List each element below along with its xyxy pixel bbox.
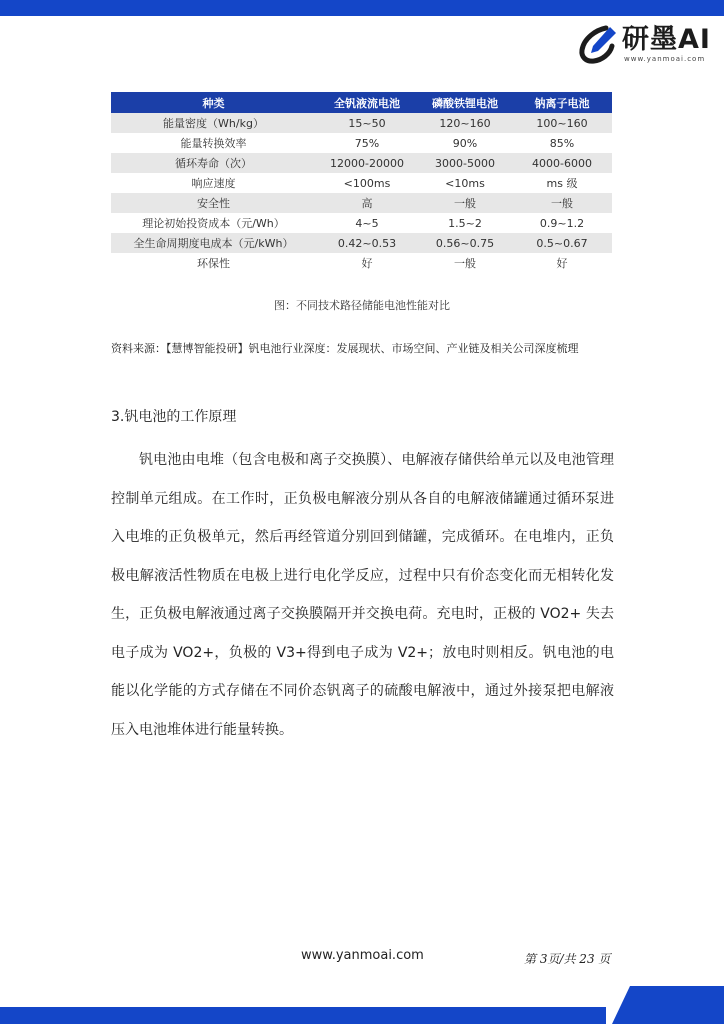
table-row bbox=[111, 153, 612, 173]
table-cell: 0.42~0.53 bbox=[316, 233, 418, 253]
table-cell: 1.5~2 bbox=[418, 213, 512, 233]
table-cell: 0.5~0.67 bbox=[512, 233, 612, 253]
table-header-cell: 种类 bbox=[111, 92, 316, 113]
body-paragraph: 钒电池由电堆（包含电极和离子交换膜）、电解液存储供给单元以及电池管理控制单元组成。在工作时，正负极电解液分别从各自的电解液储罐通过循环泵进入电堆的正负极单元，然后再经管道分别回到储罐，完成循环。在电堆内，正负极电解液活性物质在电极上进行电化学反应，过程中只有价态变化而无相转化发生，正负极电解液通过离子交换膜隔开并交换电荷。充电时，正极的 VO2+ 失去电子成为 VO2+，负极的 V3+得到电子成为 V2+；放电时则相反。钒电池的电能以化学能的方式存储在不同价态钒离子的硫酸电解液中，通过外接泵把电解液压入电池堆体进行能量转换。 bbox=[111, 452, 614, 738]
table-cell: 3000-5000 bbox=[418, 153, 512, 173]
table-cell: 90% bbox=[418, 133, 512, 153]
table-row bbox=[111, 133, 612, 153]
table-cell: 0.9~1.2 bbox=[512, 213, 612, 233]
table-cell: 4000-6000 bbox=[512, 153, 612, 173]
table-cell: ms 级 bbox=[512, 173, 612, 193]
table-row bbox=[111, 173, 612, 193]
table-header-cell: 全钒液流电池 bbox=[316, 92, 418, 113]
section-heading: 3.钒电池的工作原理 bbox=[111, 409, 237, 425]
table-cell: 12000-20000 bbox=[316, 153, 418, 173]
bottom-accent-bar bbox=[0, 1007, 606, 1024]
table-cell: 全生命周期度电成本（元/kWh） bbox=[111, 233, 316, 253]
table-cell: 循环寿命（次） bbox=[111, 153, 316, 173]
page-number: 第 3页/共 23 页 bbox=[524, 952, 611, 966]
footer-url-link[interactable]: www.yanmoai.com bbox=[301, 948, 424, 963]
brand-logo[interactable] bbox=[576, 24, 712, 68]
table-cell: 安全性 bbox=[111, 193, 316, 213]
battery-comparison-table bbox=[111, 92, 612, 273]
table-cell: 120~160 bbox=[418, 113, 512, 133]
table-cell: 响应速度 bbox=[111, 173, 316, 193]
table-row bbox=[111, 233, 612, 253]
table-cell: 75% bbox=[316, 133, 418, 153]
table-cell: 一般 bbox=[512, 193, 612, 213]
table-cell: 理论初始投资成本（元/Wh） bbox=[111, 213, 316, 233]
table-cell: 能量密度（Wh/kg） bbox=[111, 113, 316, 133]
table-header-row bbox=[111, 92, 612, 113]
table-row bbox=[111, 213, 612, 233]
table-cell: 0.56~0.75 bbox=[418, 233, 512, 253]
table-cell: 15~50 bbox=[316, 113, 418, 133]
table-cell: 85% bbox=[512, 133, 612, 153]
table-cell: 好 bbox=[316, 253, 418, 273]
table-row bbox=[111, 113, 612, 133]
table-cell: 能量转换效率 bbox=[111, 133, 316, 153]
table-cell: <100ms bbox=[316, 173, 418, 193]
table-cell: 4~5 bbox=[316, 213, 418, 233]
top-accent-bar bbox=[0, 0, 724, 16]
table-cell: 一般 bbox=[418, 193, 512, 213]
table-caption: 图：不同技术路径储能电池性能对比 bbox=[274, 299, 450, 312]
table-cell: 高 bbox=[316, 193, 418, 213]
table-row bbox=[111, 253, 612, 273]
source-note: 资料来源：【慧博智能投研】钒电池行业深度：发展现状、市场空间、产业链及相关公司深度梳理 bbox=[111, 342, 579, 355]
table-cell: <10ms bbox=[418, 173, 512, 193]
pen-logo-icon bbox=[576, 24, 618, 66]
table-header-cell: 磷酸铁锂电池 bbox=[418, 92, 512, 113]
table-cell: 一般 bbox=[418, 253, 512, 273]
logo-text: 研墨AI bbox=[622, 24, 711, 55]
table-header-cell: 钠离子电池 bbox=[512, 92, 612, 113]
table-row bbox=[111, 193, 612, 213]
table-cell: 环保性 bbox=[111, 253, 316, 273]
table-cell: 100~160 bbox=[512, 113, 612, 133]
table-cell: 好 bbox=[512, 253, 612, 273]
corner-accent-shape bbox=[612, 986, 724, 1024]
logo-url: www.yanmoai.com bbox=[624, 55, 706, 63]
